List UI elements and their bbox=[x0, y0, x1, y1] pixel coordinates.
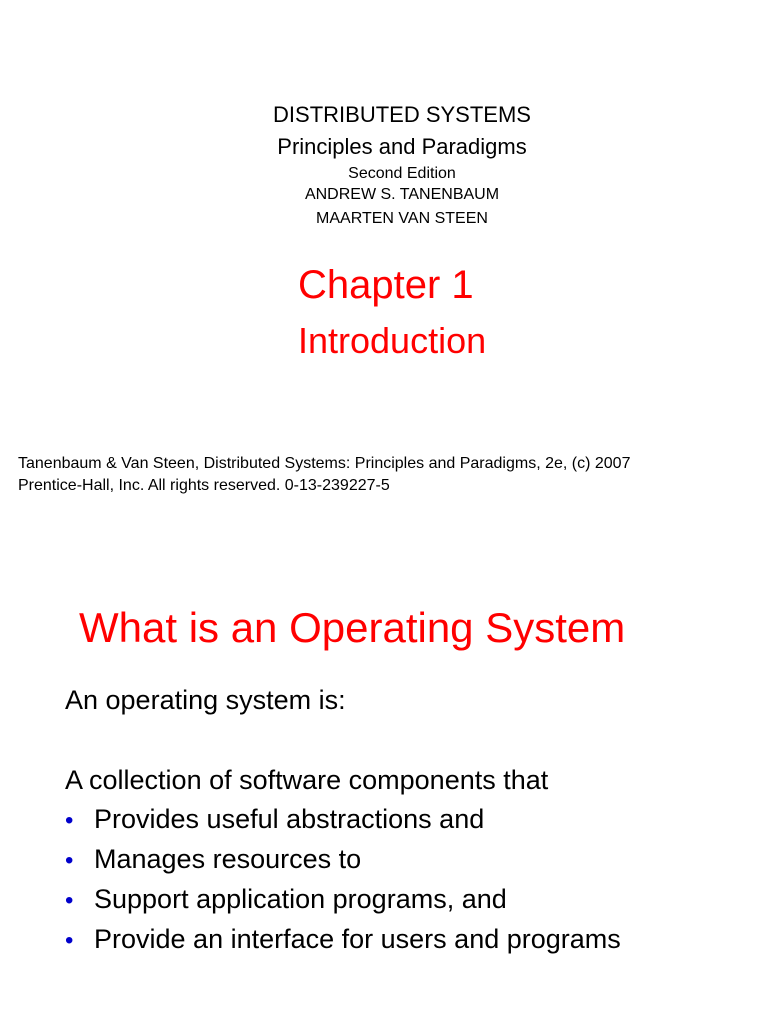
bullet-icon: • bbox=[65, 847, 74, 874]
chapter-title: Introduction bbox=[298, 320, 487, 361]
bullet-text: Support application programs, and bbox=[94, 884, 507, 914]
copyright-line: Prentice-Hall, Inc. All rights reserved. 0-13-239227-5 bbox=[18, 477, 390, 494]
list-item bbox=[65, 923, 621, 963]
copyright-line: Tanenbaum & Van Steen, Distributed Systems: Principles and Paradigms, 2e, (c) 2007 bbox=[18, 455, 631, 472]
bullet-text: Provides useful abstractions and bbox=[94, 804, 485, 834]
bullet-text: Manages resources to bbox=[94, 844, 362, 874]
book-subtitle: Principles and Paradigms bbox=[277, 134, 527, 159]
slide-title: What is an Operating System bbox=[79, 604, 626, 651]
chapter-label: Chapter 1 bbox=[298, 263, 474, 307]
author-name: MAARTEN VAN STEEN bbox=[316, 210, 488, 227]
list-item bbox=[65, 803, 621, 843]
bullet-icon: • bbox=[65, 927, 74, 954]
bullet-list bbox=[65, 803, 621, 963]
author-name: ANDREW S. TANENBAUM bbox=[304, 186, 500, 203]
intro-text: An operating system is: bbox=[65, 685, 346, 715]
bullet-icon: • bbox=[65, 807, 74, 834]
bullet-text: Provide an interface for users and programs bbox=[94, 924, 621, 954]
bullet-icon: • bbox=[65, 887, 74, 914]
list-item bbox=[65, 843, 621, 883]
lead-text: A collection of software components that bbox=[65, 765, 549, 795]
list-item bbox=[65, 883, 621, 923]
edition-label: Second Edition bbox=[348, 165, 456, 182]
book-title: DISTRIBUTED SYSTEMS bbox=[273, 102, 531, 127]
